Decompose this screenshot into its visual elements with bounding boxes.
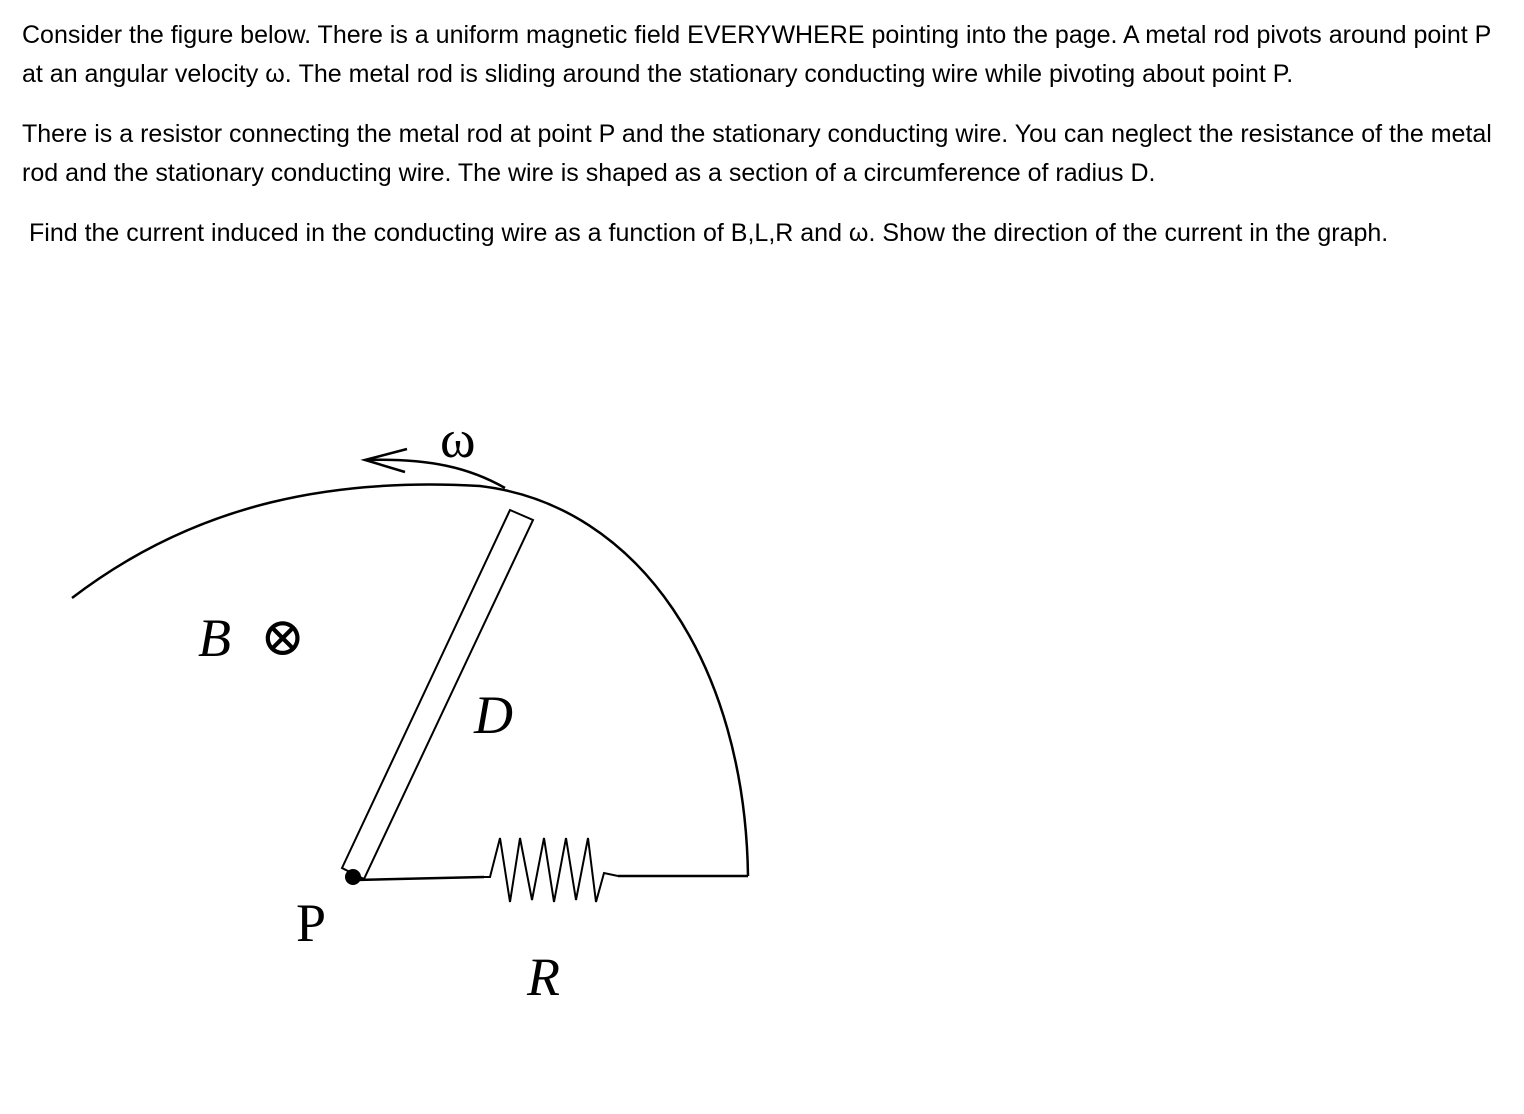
field-into-page-icon: ⊗ bbox=[260, 607, 306, 667]
problem-paragraph-2: There is a resistor connecting the metal rod at point P and the stationary conducting wire. You can neglect the resistance of the metal rod and the stationary conducting wire. The wire is shaped as a section of a circumference of radius D. bbox=[22, 120, 1492, 187]
resistor-symbol bbox=[484, 838, 618, 902]
problem-paragraph-1: Consider the figure below. There is a uniform magnetic field EVERYWHERE pointing into the page. A metal rod pivots around point P at an angular velocity ω. The metal rod is sliding around the stationary conducting wire while pivoting about point P. bbox=[22, 21, 1491, 88]
omega-label: ω bbox=[440, 409, 476, 469]
problem-paragraph-3: Find the current induced in the conducting wire as a function of B,L,R and ω. Show the direction of the current in the graph. bbox=[29, 219, 1389, 247]
pivot-point-dot bbox=[345, 869, 361, 885]
radius-label: D bbox=[474, 685, 513, 745]
field-label: B bbox=[198, 608, 231, 668]
conducting-wire-arc bbox=[72, 484, 748, 876]
pivot-label: P bbox=[296, 893, 327, 953]
bottom-wire-left bbox=[356, 877, 484, 880]
resistor-label: R bbox=[527, 947, 560, 1007]
